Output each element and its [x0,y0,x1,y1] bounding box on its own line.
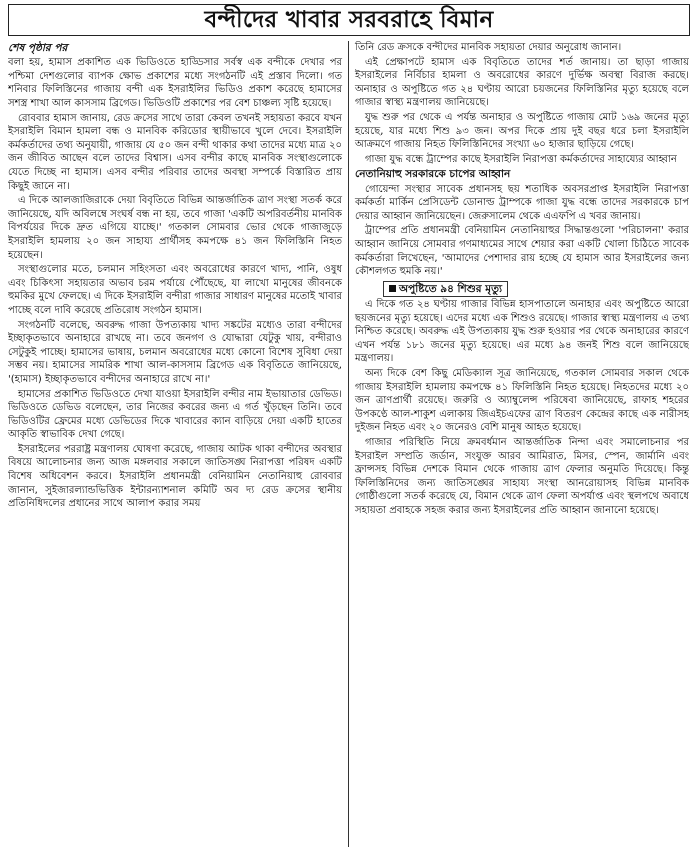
headline-box [8,4,690,36]
article-columns [8,41,690,847]
subheading: নেতানিয়াহু সরকারকে চাপের আহ্বান [355,168,511,181]
continued-label: শেষ পৃষ্ঠার পর [8,42,68,54]
paragraph: ট্রাম্পের প্রতি প্রধানমন্ত্রী বেনিয়ামিন নেতানিয়াহুর সিদ্ধান্তগুলো 'পরিচালনা' করার আহ্বান জানিয়ে সোমবার গণমাধ্যমের সাথে শেয়ার করা একটি খোলা চিঠিতে সাবেক কর্মকর্তারা লিখেছেন, 'আমাদের পেশাদার রায় হচ্ছে যে হামাস আর ইসরাইলের জন্য কৌশলগত হুমকি নয়।' [355,225,689,278]
boxed-subheading [383,281,508,297]
paragraph: হামাসের প্রকাশিত ভিডিওতে দেখা যাওয়া ইসরাইলি বন্দীর নাম ইভায়াতার ডেভিড। ভিডিওতে ডেভিড বলেছেন, তার নিজের কবরের জন্য এ গর্ত খুঁড়ছেন তিনি। তবে ভিডিওটির ফ্রেমের মধ্যে ডেভিডের দিকে খাবারের ক্যান বাড়িয়ে দেয়া একটি হাতের আকৃতি স্বাভাবিক দেখা গেছে। [8,388,342,441]
paragraph: অন্য দিকে বেশ কিছু মেডিক্যাল সূত্র জানিয়েছে, গতকাল সোমবার সকাল থেকে গাজায় ইসরাইলি হামলায় কমপক্ষে ৪১ ফিলিস্তিনি নিহত হয়েছে। নিহতদের মধ্যে ২০ জন ত্রাণপ্রার্থী রয়েছে। জরুরি ও অ্যাম্বুলেন্স পরিষেবা জানিয়েছে, রাফাহ শহরের উপকণ্ঠে আল-শাকুশ এলাকায় জিএইচএফের ত্রাণ বিতরণ কেন্দ্রের কাছে এক নারীসহ দুইজন নিহত এবং ২০ জনেরও বেশি মানুষ আহত হয়েছে। [355,368,689,434]
paragraph: তিনি রেড ক্রসকে বন্দীদের মানবিক সহায়তা দেয়ার অনুরোধ জানান। [355,42,622,53]
paragraph: রোববার হামাস জানায়, রেড ক্রসের সাথে তারা কেবল তখনই সহায়তা করবে যখন ইসরাইলি বিমান হামলা বন্ধ ও মানবিক করিডোর স্থায়ীভাবে খুলে দেবে। ইসরাইলি কর্মকর্তাদের তথ্য অনুযায়ী, গাজায় যে ৫০ জন বন্দী থাকার কথা তাদের মধ্যে মাত্র ২০ জন জীবিত আছেন বলে তাদের বিশ্বাস। এসব বন্দীর কাছে মানবিক সংস্থাগুলোকে যেতে দিচ্ছে না হামাস। এসব বন্দীর পরিবার তাদের অবস্থা সম্পর্কে বিস্তারিত প্রায় কিছুই জানে না। [8,112,342,192]
paragraph: গোয়েন্দা সংস্থার সাবেক প্রধানসহ ছয় শতাধিক অবসরপ্রাপ্ত ইসরাইলি নিরাপত্তা কর্মকর্তা মার্কিন প্রেসিডেন্ট ডোনাল্ড ট্রাম্পকে গাজা যুদ্ধ বন্ধে তাদের সরকারকে চাপ দেয়ার আহ্বান জানিয়েছেন। জেরুসালেম থেকে এএফপি এ খবর জানায়। [355,183,689,222]
square-bullet-icon [389,285,396,292]
paragraph: সংগঠনটি বলেছে, অবরুদ্ধ গাজা উপত্যকায় খাদ্য সঙ্কটের মধ্যেও তারা বন্দীদের ইচ্ছাকৃতভাবে অনাহারে রাখছে না। তবে জনগণ ও যোদ্ধারা যেটুকু খায়, বন্দীরাও সেটুকুই পাচ্ছে। হামাসের ভাষায়, চলমান অবরোধের মধ্যে কোনো বিশেষ সুবিধা দেয়া সম্ভব নয়। হামাসের সামরিক শাখা আল-কাসসাম ব্রিগেড এক বিবৃতিতে জানিয়েছে, '(হামাস) ইচ্ছাকৃতভাবে বন্দীদের অনাহারে রাখে না।' [8,319,342,385]
paragraph: এই প্রেক্ষাপটে হামাস এক বিবৃতিতে তাদের শর্ত জানায়। তা ছাড়া গাজায় ইসরাইলের নির্বিচার হামলা ও অবরোধের কারণে দুর্ভিক্ষ অবস্থা বিরাজ করছে। অনাহার ও অপুষ্টিতে গত ২৪ ঘণ্টায় আরো চয়জনের ফিলিস্তিনির মৃত্যু হয়েছে বলে গাজার স্বাস্থ্য মন্ত্রণালয় জানিয়েছে। [355,56,689,109]
headline: বন্দীদের খাবার সরবরাহে বিমান [204,6,494,33]
paragraph: সংস্থাগুলোর মতে, চলমান সহিংসতা এবং অবরোধের কারণে খাদ্য, পানি, ওষুধ এবং চিকিৎসা সহায়তার অভাব চরম পর্যায়ে পৌঁছেছে, যা লাখো মানুষের জীবনকে হুমকির মুখে ফেলছে। এ দিকে ইসরাইলি বন্দীরা গাজার সাধারণ মানুষের মতোই খাবার পাচ্ছে বলে দাবি করেছে প্রতিরোধ সংগঠন হামাস। [8,264,342,316]
paragraph: গাজার পরিস্থিতি নিয়ে ক্রমবর্ধমান আন্তর্জাতিক নিন্দা এবং সমালোচনার পর ইসরাইল সম্প্রতি জর্ডান, সংযুক্ত আরব আমিরাত, মিসর, স্পেন, জার্মানি এবং ফ্রান্সসহ বিভিন্ন দেশকে বিমান থেকে গাজায় ত্রাণ ফেলার অনুমতি দিয়েছে। কিন্তু ফিলিস্তিনিদের জন্য জাতিসঙ্ঘের সাহায্য সংস্থা আনরোয়াসহ বিভিন্ন মানবিক গোষ্ঠীগুলো সতর্ক করেছে যে, বিমান থেকে ত্রাণ ফেলা অপর্যাপ্ত এবং স্থলপথে অবাধে সহায়তা প্রবাহকে সহজ করার জন্য ইসরাইলের প্রতি আহ্বান জানানো হয়েছে। [355,436,689,516]
paragraph: যুদ্ধ শুরু পর থেকে এ পর্যন্ত অনাহার ও অপুষ্টিতে গাজায় মোট ১৬৯ জনের মৃত্যু হয়েছে, যার মধ্যে শিশু ৯৩ জন। অপর দিকে প্রায় দুই বছর ধরে চলা ইসরাইলি আক্রমণে গাজায় নিহত ফিলিস্তিনিদের সংখ্যা ৬০ হাজার ছাড়িয়ে গেছে। [355,111,689,151]
paragraph: ইসরাইলের পররাষ্ট্র মন্ত্রণালয় ঘোষণা করেছে, গাজায় আটক থাকা বন্দীদের অবস্থার বিষয়ে আলোচনার জন্য আজ মঙ্গলবার সকালে জাতিসঙ্ঘ নিরাপত্তা পরিষদ একটি বিশেষ অধিবেশন করবে। ইসরাইলি প্রধানমন্ত্রী বেনিয়ামিন নেতানিয়াহু রোববার জানান, সুইজারল্যান্ডভিত্তিক ইন্টারন্যাশনাল কমিটি অব দ্য রেড ক্রসের স্থানীয় প্রতিনিধিদলের প্রধানের সাথে আলাপ করার সময় [8,443,342,510]
boxed-subheading-text: অপুষ্টিতে ৯৪ শিশুর মৃত্যু [399,282,502,295]
left-column [8,41,348,847]
right-column [349,41,689,847]
paragraph: এ দিকে গত ২৪ ঘণ্টায় গাজার বিভিন্ন হাসপাতালে অনাহার এবং অপুষ্টিতে আরো ছয়জনের মৃত্যু হয়েছে। এদের মধ্যে এক শিশুও রয়েছে। গাজার স্বাস্থ্য মন্ত্রণালয় এ তথ্য নিশ্চিত করেছে। অবরুদ্ধ এই উপত্যকায় যুদ্ধ শুরু হওয়ার পর থেকে অনাহারের কারণে এখন পর্যন্ত ১৮১ জনের মৃত্যু হয়েছে। এর মধ্যে ৯৪ জনই শিশু বলে জানিয়েছে মন্ত্রণালয়। [355,299,689,365]
paragraph: বলা হয়, হামাস প্রকাশিত এক ভিডিওতে হাড্ডিসার সর্বস্ব এক বন্দীকে দেখার পর পশ্চিমা দেশগুলোর ব্যাপক ক্ষোভ প্রকাশের মধ্যে সংগঠনটি এই প্রস্তাব দিলো। গত শনিবার ফিলিস্তিনের গাজায় বন্দী এক ইসরাইলির ভিডিও প্রকাশ করেছে হামাসের সশস্ত্র শাখা আল কাসসাম ব্রিগেড। ভিডিওটি প্রকাশের পর বেশ চাঞ্চল্য সৃষ্টি হয়েছে। [8,57,342,110]
paragraph: গাজা যুদ্ধ বন্ধে ট্রাম্পের কাছে ইসরাইলি নিরাপত্তা কর্মকর্তাদের সাহায্যের আহ্বান [365,153,677,165]
paragraph: এ দিকে আলজাজিরাকে দেয়া বিবৃতিতে বিভিন্ন আন্তর্জাতিক ত্রাণ সংস্থা সতর্ক করে জানিয়েছে, যদি অবিলম্বে সংঘর্ষ বন্ধ না হয়, তবে গাজা 'একটি অপরিবর্তনীয় মানবিক বিপর্যয়ের দিকে দ্রুত এগিয়ে যাচ্ছে।' গতকাল সোমবার ভোর থেকে গাজাজুড়ে ইসরাইলি হামলায় ২০ জন সাহায্য প্রার্থীসহ কমপক্ষে ৪১ জন ফিলিস্তিনি নিহত হয়েছেন। [8,195,342,261]
